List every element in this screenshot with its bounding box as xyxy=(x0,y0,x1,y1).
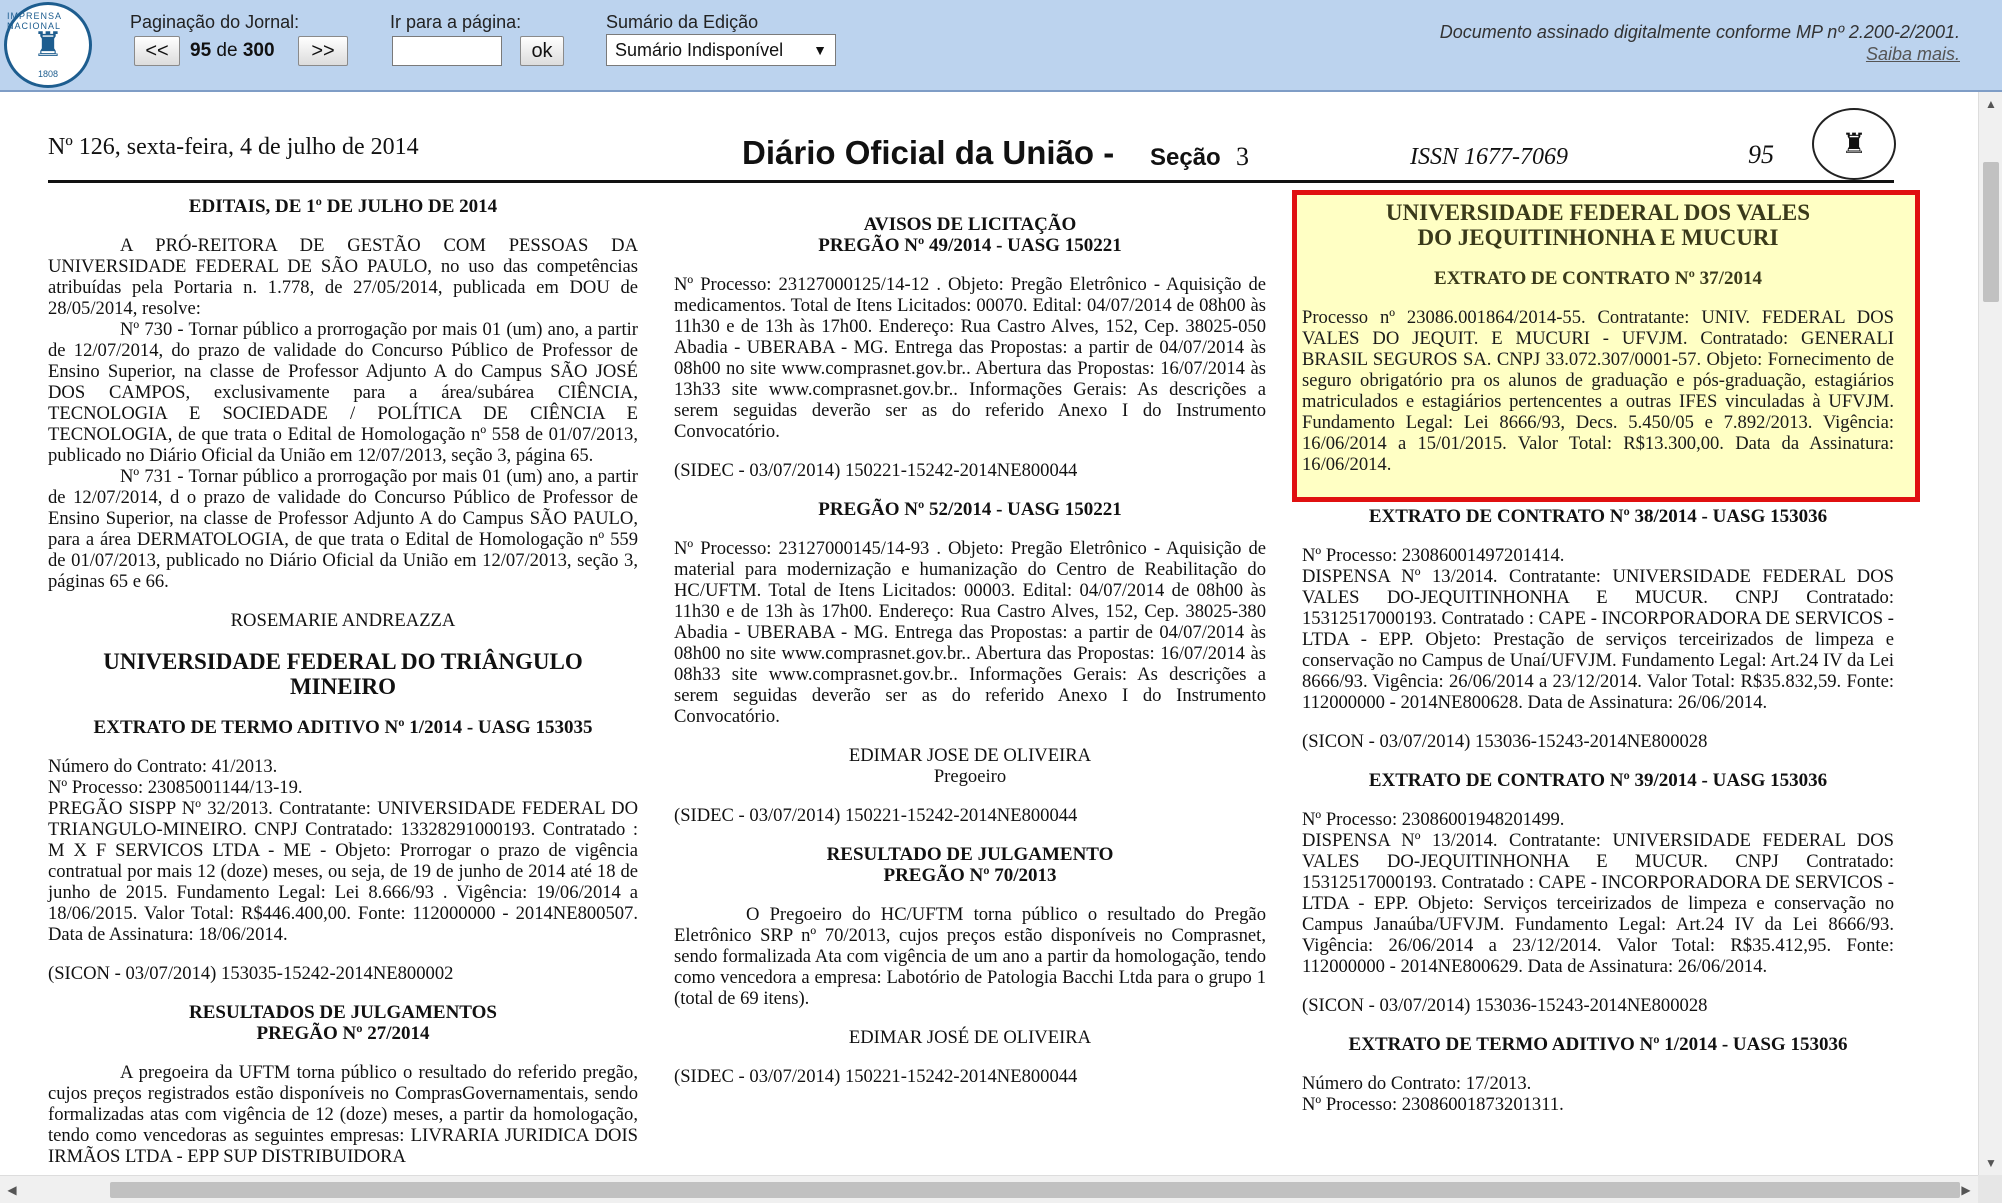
signed-notice: Documento assinado digitalmente conforme MP nº 2.200-2/2001. xyxy=(1439,22,1960,42)
paragraph: Número do Contrato: 41/2013. xyxy=(48,756,278,777)
paragraph: PREGÃO SISPP Nº 32/2013. Contratante: UNIVERSIDADE FEDERAL DO TRIANGULO-MINEIRO. CNPJ Contratado: 13328291000193. Contratado : M X F SERVICOS LTDA - ME - Objeto: Prorrogar o prazo de vigência contratual por mais 12 (doze) meses, ou seja, de 19 de junho de 2014 até 18 de junho de 2015. Fundamento Legal: Lei 8.666/93 . Vigência: 19/06/2014 a 18/06/2015. Valor Total: R$446.400,00. Fonte: 112000000 - 2014NE800507. Data de Assinatura: 18/06/2014. xyxy=(48,798,638,945)
scroll-up-icon[interactable]: ▲ xyxy=(1985,97,1997,111)
logo-year: 1808 xyxy=(37,69,59,79)
paragraph: (SIDEC - 03/07/2014) 150221-15242-2014NE800044 xyxy=(674,460,1078,481)
extrato-37-title: EXTRATO DE CONTRATO Nº 37/2014 xyxy=(1434,268,1762,289)
extrato-38-title: EXTRATO DE CONTRATO Nº 38/2014 - UASG 153036 xyxy=(1368,506,1828,527)
paragraph: (SICON - 03/07/2014) 153035-15242-2014NE800002 xyxy=(48,963,454,984)
next-page-button[interactable]: >> xyxy=(298,36,348,66)
paragraph: Processo nº 23086.001864/2014-55. Contratante: UNIV. FEDERAL DOS VALES DO JEQUIT. E MUCURI - UFVJM. Contratado: GENERALI BRASIL SEGUROS SA. CNPJ 33.072.307/0001-57. Objeto: Fornecimento de seguro obrigatório pra os alunos de graduação e pós-graduação, estagiários matriculados e estagiários pertencentes a outras IFES vinculadas à UFVJM. Fundamento Legal: Lei 8666/93, Decs. 5.450/05 e 7.892/2013. Vigência: 16/06/2014 a 15/01/2015. Valor Total: R$13.300,00. Data da Assinatura: 16/06/2014. xyxy=(1302,307,1894,475)
paragraph: A PRÓ-REITORA DE GESTÃO COM PESSOAS DA UNIVERSIDADE FEDERAL DE SÃO PAULO, no uso das competências atribuídas pela Portaria n. 1.778, de 27/05/2014, publicada em DOU de 28/05/2014, resolve: xyxy=(48,235,638,319)
total-pages: 300 xyxy=(242,40,275,61)
result-title: RESULTADOS DE JULGAMENTOS xyxy=(189,1002,497,1023)
column-1 xyxy=(48,196,638,1167)
result-subtitle: PREGÃO Nº 27/2014 xyxy=(256,1023,430,1044)
extrato-title: EXTRATO DE TERMO ADITIVO Nº 1/2014 - UASG 153035 xyxy=(93,717,593,738)
goto-page-input[interactable] xyxy=(392,36,502,66)
goto-ok-button[interactable]: ok xyxy=(520,36,564,66)
scroll-left-icon[interactable]: ◀ xyxy=(7,1183,17,1197)
paragraph: Nº Processo: 23085001144/13-19. xyxy=(48,777,303,798)
paragraph: (SIDEC - 03/07/2014) 150221-15242-2014NE800044 xyxy=(674,1066,1078,1087)
summary-label: Sumário da Edição xyxy=(606,12,759,32)
saiba-mais-link[interactable]: Saiba mais. xyxy=(1865,44,1960,64)
pregao-52-title: PREGÃO Nº 52/2014 - UASG 150221 xyxy=(818,499,1122,520)
vertical-scroll-thumb[interactable] xyxy=(1983,162,1999,302)
pagination-label: Paginação do Jornal: xyxy=(130,12,300,32)
paragraph: Número do Contrato: 17/2013. xyxy=(1302,1073,1532,1094)
paragraph: Nº Processo: 23086001497201414. xyxy=(1302,545,1565,566)
torch-icon: ♜ xyxy=(32,26,64,64)
issn: ISSN 1677-7069 xyxy=(1410,144,1568,170)
summary-select[interactable] xyxy=(606,34,836,66)
paragraph: (SIDEC - 03/07/2014) 150221-15242-2014NE800044 xyxy=(674,805,1078,826)
column-3 xyxy=(1302,506,1894,1115)
editais-title: EDITAIS, DE 1º DE JULHO DE 2014 xyxy=(188,196,498,217)
summary-selected: Sumário Indisponível xyxy=(615,40,784,60)
signature: EDIMAR JOSÉ DE OLIVEIRA xyxy=(848,1027,1092,1048)
paragraph: (SICON - 03/07/2014) 153036-15243-2014NE800028 xyxy=(1302,731,1708,752)
section-word: Seção xyxy=(1150,144,1221,171)
dropdown-arrow-icon: ▼ xyxy=(813,42,827,58)
university-title: UNIVERSIDADE FEDERAL DOS VALES xyxy=(1385,200,1811,225)
paragraph: Nº Processo: 23086001948201499. xyxy=(1302,809,1565,830)
paragraph: Nº Processo: 23127000125/14-12 . Objeto: Pregão Eletrônico - Aquisição de medicamentos. Total de Itens Licitados: 00070. Edital: 04/07/2014 de 08h00 às 11h30 e de 13h às 17h00. Endereço: Rua Castro Alves, 152, Cep. 38025-050 Abadia - UBERABA - MG. Entrega das Propostas: a partir de 04/07/2014 às 08h00 no site www.comprasnet.gov.br.. Abertura das Propostas: 16/07/2014 às 13h33 site www.comprasnet.gov.br.. Informações Gerais: As descrições a serem seguidas deverão ser as do referido Anexo I do Instrumento Convocatório. xyxy=(674,274,1266,442)
column-2 xyxy=(674,196,1266,1087)
prev-page-button[interactable]: << xyxy=(134,36,180,66)
paragraph: Nº 730 - Tornar público a prorrogação por mais 01 (um) ano, a partir de 12/07/2014, do prazo de validade do Concurso Público de Professor de Ensino Superior, na classe de Professor Adjunto A do Campus SÃO JOSÉ DOS CAMPOS, exclusivamente para a área/subárea CIÊNCIA, TECNOLOGIA E SOCIEDADE / POLÍTICA DE CIÊNCIA E TECNOLOGIA, de que trata o Edital de Homologação nº 558 de 01/07/2013, publicado no Diário Oficial da União em 12/07/2013, seção 3, página 65. xyxy=(48,319,638,466)
of-text: de xyxy=(216,40,238,61)
section-number: 3 xyxy=(1236,142,1249,171)
pregao-70-title: PREGÃO Nº 70/2013 xyxy=(883,865,1057,886)
extrato-39-title: EXTRATO DE CONTRATO Nº 39/2014 - UASG 153036 xyxy=(1368,770,1828,791)
vertical-scrollbar[interactable] xyxy=(1978,92,2002,1175)
paragraph: O Pregoeiro do HC/UFTM torna público o resultado do Pregão Eletrônico SRP nº 70/2013, cujos preços estão disponíveis no Comprasnet, sendo formalizada Ata com vigência de um ano a partir da homologação, tendo como vencedora a empresa: Labotório de Patologia Bacchi Ltda para o grupo 1 (total de 69 itens). xyxy=(674,904,1266,1009)
goto-page-label: Ir para a página: xyxy=(390,12,522,32)
journal-toolbar xyxy=(0,0,2002,92)
pregao-49-title: PREGÃO Nº 49/2014 - UASG 150221 xyxy=(818,235,1122,256)
highlighted-extract xyxy=(1302,200,1894,475)
resultado-title: RESULTADO DE JULGAMENTO xyxy=(826,844,1114,865)
current-page: 95 xyxy=(190,40,212,61)
journal-page-number: 95 xyxy=(1748,140,1774,169)
logo-ring-text: IMPRENSA NACIONAL xyxy=(7,11,62,31)
university-title: UNIVERSIDADE FEDERAL DO TRIÂNGULO MINEIRO xyxy=(103,649,583,699)
imprensa-nacional-logo xyxy=(4,2,92,88)
paragraph: Nº 731 - Tornar público a prorrogação por mais 01 (um) ano, a partir de 12/07/2014, d o prazo de validade do Concurso Público de Professor de Ensino Superior, na classe de Professor Adjunto A do Campus SÃO PAULO, para a área DERMATOLOGIA, de que trata o Edital de Homologação nº 559 de 01/07/2013, publicado no Diário Oficial da União em 12/07/2013, seção 3, páginas 65 e 66. xyxy=(48,466,638,592)
journal-title: Diário Oficial da União - xyxy=(742,134,1115,171)
paragraph: Nº Processo: 23127000145/14-93 . Objeto: Pregão Eletrônico - Aquisição de material para modernização e humanização do Centro de Reabilitação do HC/UFTM. Total de Itens Licitados: 00003. Edital: 04/07/2014 de 08h00 às 11h30 e de 13h às 17h00. Endereço: Rua Castro Alves, 152, Cep. 38025-380 Abadia - UBERABA - MG. Entrega das Propostas: a partir de 04/07/2014 às 08h00 no site www.comprasnet.gov.br.. Abertura das Propostas: 16/07/2014 às 08h33 site www.comprasnet.gov.br.. Informações Gerais: As descrições a serem seguidas deverão ser as do referido Anexo I do Instrumento Convocatório. xyxy=(674,538,1266,727)
signature: EDIMAR JOSE DE OLIVEIRA xyxy=(848,745,1092,766)
journal-page xyxy=(0,92,1978,1175)
paragraph: DISPENSA Nº 13/2014. Contratante: UNIVERSIDADE FEDERAL DOS VALES DO-JEQUITINHONHA E MUCUR. CNPJ Contratado: 15312517000193. Contratado : CAPE - INCORPORADORA DE SERVICOS -LTDA - EPP. Objeto: Serviços terceirizados de limpeza e conservação no Campus Janaúba/UFVJM. Fundamento Legal: Art.24 IV da Lei 8666/93. Vigência: 26/06/2014 a 23/12/2014. Valor Total: R$35.412,95. Fonte: 112000000 - 2014NE800629. Data de Assinatura: 26/06/2014. xyxy=(1302,830,1894,977)
university-title-line2: DO JEQUITINHONHA E MUCURI xyxy=(1417,225,1779,250)
header-rule xyxy=(48,180,1894,183)
page-indicator xyxy=(190,36,275,66)
edition-number-date: Nº 126, sexta-feira, 4 de julho de 2014 xyxy=(48,134,419,160)
avisos-title: AVISOS DE LICITAÇÃO xyxy=(863,214,1077,235)
scroll-right-icon[interactable]: ▶ xyxy=(1961,1183,1971,1197)
scroll-corner xyxy=(1978,1175,2002,1203)
termo-aditivo-title: EXTRATO DE TERMO ADITIVO Nº 1/2014 - UASG 153036 xyxy=(1348,1034,1848,1055)
horizontal-scroll-thumb[interactable] xyxy=(110,1182,1960,1198)
horizontal-scrollbar[interactable] xyxy=(0,1175,1978,1203)
paragraph: (SICON - 03/07/2014) 153036-15243-2014NE800028 xyxy=(1302,995,1708,1016)
imprensa-seal-icon: ♜ xyxy=(1812,108,1896,180)
paragraph: A pregoeira da UFTM torna público o resultado do referido pregão, cujos preços registrados estão disponíveis no ComprasGovernamentais, sendo formalizadas atas com vigência de 12 (doze) meses, a partir da homologação, tendo como vencedoras as seguintes empresas: LIVRARIA JURIDICA DOIS IRMÃOS LTDA - EPP SUP DISTRIBUIDORA xyxy=(48,1062,638,1167)
signature-role: Pregoeiro xyxy=(933,766,1007,787)
scroll-down-icon[interactable]: ▼ xyxy=(1985,1156,1997,1170)
paragraph: Nº Processo: 23086001873201311. xyxy=(1302,1094,1564,1115)
paragraph: DISPENSA Nº 13/2014. Contratante: UNIVERSIDADE FEDERAL DOS VALES DO-JEQUITINHONHA E MUCUR. CNPJ Contratado: 15312517000193. Contratado : CAPE - INCORPORADORA DE SERVICOS -LTDA - EPP. Objeto: Prestação de serviços terceirizados de limpeza e conservação no Campus de Unaí/UFVJM. Fundamento Legal: Art.24 IV da Lei 8666/93. Vigência: 26/06/2014 a 23/12/2014. Valor Total: R$35.832,59. Fonte: 112000000 - 2014NE800628. Data de Assinatura: 26/06/2014. xyxy=(1302,566,1894,713)
signature: ROSEMARIE ANDREAZZA xyxy=(230,610,456,631)
